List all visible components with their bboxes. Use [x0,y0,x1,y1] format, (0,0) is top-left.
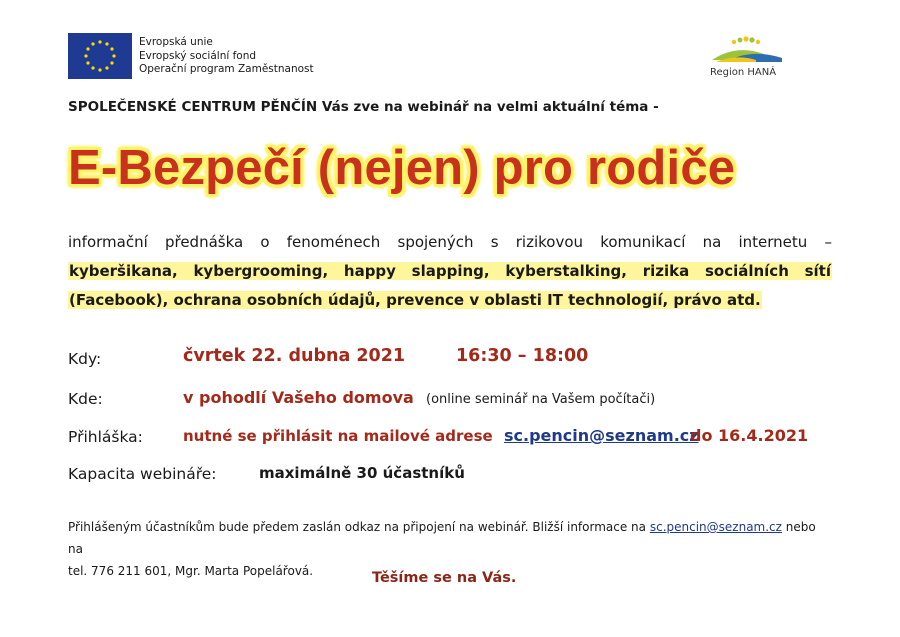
where-note: (online seminář na Vašem počítači) [426,392,656,407]
capacity-label: Kapacita webináře: [68,465,217,483]
eu-line-3: Operační program Zaměstnanost [139,63,314,75]
capacity-value: maximálně 30 účastníků [259,464,465,482]
eu-flag-logo [68,33,132,79]
topics-line-1: kyberšikana, kybergrooming, happy slapping, kyberstalking, rizika sociálních sítí [69,262,831,280]
closing-text: Těšíme se na Vás. [372,570,517,586]
intro-line: SPOLEČENSKÉ CENTRUM PĚNČÍN Vás zve na webinář na velmi aktuální téma - [68,99,659,115]
footer-text-after: nebo na [68,520,816,556]
eu-line-2: Evropský sociální fond [139,49,257,62]
signup-deadline: do 16.4.2021 [690,426,809,445]
eu-line-1: Evropská unie [139,36,213,48]
page-title: E-Bezpečí (nejen) pro rodiče [68,141,736,195]
region-hana-logo [706,34,786,66]
signup-label: Přihláška: [68,428,143,446]
eu-program-text [139,36,314,77]
topics-line-2: (Facebook), ochrana osobních údajů, prevence v oblasti IT technologií, právo atd. [69,291,761,309]
when-date: čvrtek 22. dubna 2021 [183,346,406,366]
when-label: Kdy: [68,350,102,368]
footer-contact: tel. 776 211 601, Mgr. Marta Popelářová. [68,564,314,578]
when-time: 16:30 – 18:00 [456,346,589,366]
region-hana-text: Region HANÁ [710,67,777,78]
where-value: v pohodlí Vašeho domova [183,388,414,407]
description-lead: informační přednáška o fenoménech spojených s rizikovou komunikací na internetu – [68,233,832,251]
description [68,228,832,315]
signup-email-link[interactable]: sc.pencin@seznam.cz [504,426,699,445]
where-label: Kde: [68,390,103,408]
footer-text-before: Přihlášeným účastníkům bude předem zaslán odkaz na připojení na webinář. Bližší informace na [68,520,647,534]
signup-text: nutné se přihlásit na mailové adrese [183,427,493,445]
footer-email-link[interactable]: sc.pencin@seznam.cz [649,520,782,534]
